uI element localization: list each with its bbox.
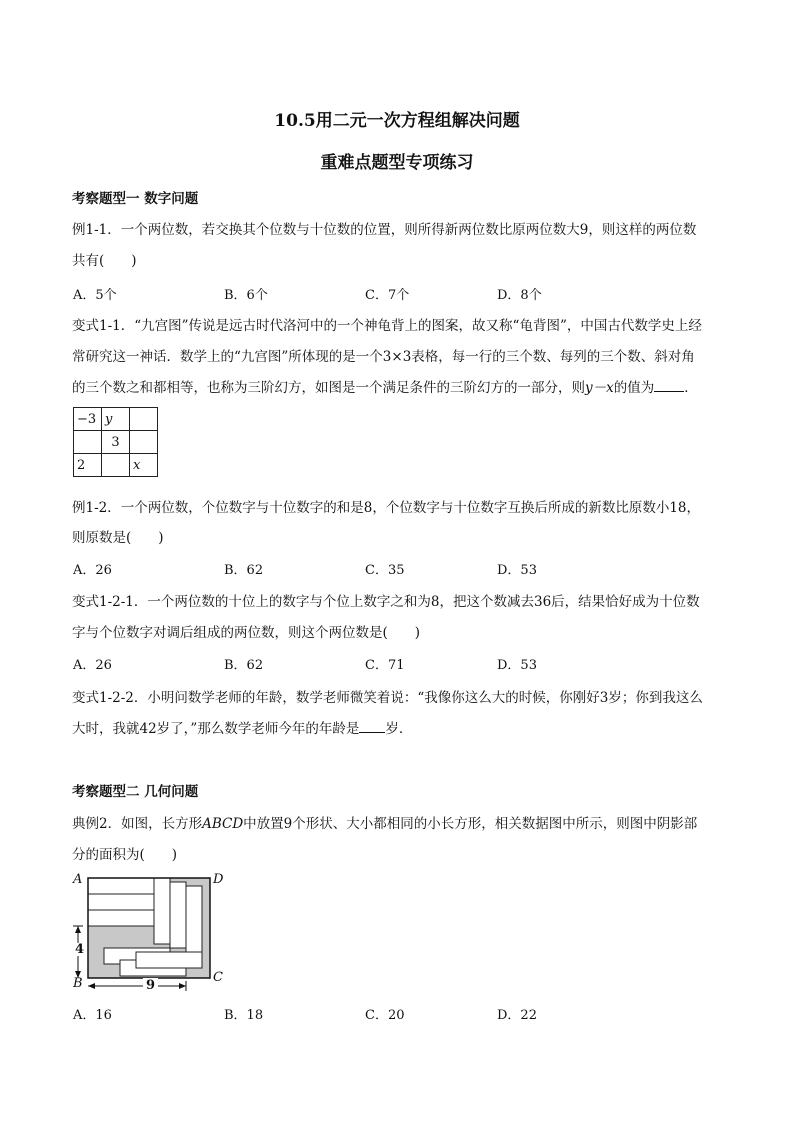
line3-end: ．	[684, 380, 698, 396]
vertex-label-d: D	[213, 872, 224, 887]
line2-suffix: 岁．	[385, 721, 413, 737]
vertex-label-b: B	[73, 976, 83, 991]
arrow-right-icon	[179, 983, 186, 989]
question-variant-1-1-line3	[72, 376, 698, 396]
question-variant-1-2-1-line1: 变式1-2-1．一个两位数的十位上的数字与个位上数字之和为8，把这个数减去36后，结果恰好成为十位数	[72, 594, 700, 610]
section-heading-geometry-problems: 考察题型二 几何问题	[72, 784, 199, 800]
question-2-line1	[72, 812, 697, 832]
choice-a: A．26	[73, 563, 112, 578]
line3-suffix: 的值为	[613, 380, 655, 396]
question-variant-1-2-2-line1: 变式1-2-2．小明问数学老师的年龄，数学老师微笑着说：“我像你这么大的时候，你刚好3岁；你到我这么	[72, 690, 703, 706]
vertex-label-a: A	[73, 872, 83, 887]
grid-cell: 3	[102, 431, 130, 454]
choice-b: B．18	[224, 1008, 264, 1023]
arrow-up-icon	[75, 926, 81, 933]
choice-a: A．26	[73, 658, 112, 673]
grid-cell	[130, 431, 158, 454]
question-1-1-line2: 共有( )	[72, 253, 137, 269]
grid-cell	[74, 431, 102, 454]
question-2-line2: 分的面积为( )	[72, 847, 178, 863]
question-variant-1-1-line2: 常研究这一神话．数学上的“九宫图”所体现的是一个3×3表格，每一行的三个数、每列的三个数、斜对角	[72, 349, 695, 365]
small-rectangle	[186, 886, 202, 952]
expression-y-minus-x: y－x	[585, 380, 614, 396]
choice-b: B．6个	[224, 288, 268, 303]
question-variant-1-2-2-line2	[72, 717, 412, 737]
small-rectangle	[88, 894, 154, 910]
answer-blank	[654, 379, 684, 392]
small-rectangle	[88, 910, 154, 926]
question-variant-1-2-1-line2: 字与个位数字对调后组成的两位数，则这个两位数是( )	[72, 625, 421, 641]
magic-square-grid	[73, 407, 158, 477]
small-rectangle	[154, 878, 170, 944]
small-rectangle	[136, 952, 202, 968]
question-1-2-line2: 则原数是( )	[72, 530, 164, 546]
choice-a: A．16	[73, 1008, 112, 1023]
choice-d: D．53	[497, 563, 537, 578]
choice-b: B．62	[224, 563, 264, 578]
section-heading-number-problems: 考察题型一 数字问题	[72, 191, 199, 207]
rectangle-name: ABCD	[202, 816, 244, 832]
choice-a: A．5个	[73, 288, 117, 303]
choice-d: D．53	[497, 658, 537, 673]
grid-cell: y	[102, 408, 130, 431]
width-label: 9	[143, 978, 158, 993]
choice-c: C．71	[365, 658, 405, 673]
small-rectangle	[170, 882, 186, 948]
choice-d: D．22	[497, 1008, 537, 1023]
height-label: 4	[75, 942, 85, 957]
arrow-left-icon	[88, 983, 95, 989]
choice-b: B．62	[224, 658, 264, 673]
rectangle-figure	[70, 870, 230, 995]
line3-prefix: 的三个数之和都相等，也称为三阶幻方，如图是一个满足条件的三阶幻方的一部分，则	[72, 380, 585, 396]
vertex-label-c: C	[213, 970, 223, 985]
question-1-1-line1: 例1-1．一个两位数，若交换其个位数与十位数的位置，则所得新两位数比原两位数大9，则这样的两位数	[72, 222, 697, 238]
grid-cell: 2	[74, 454, 102, 477]
page-subtitle: 重难点题型专项练习	[320, 153, 474, 173]
choice-d: D．8个	[497, 288, 542, 303]
answer-blank	[359, 720, 385, 733]
page-title: 10.5用二元一次方程组解决问题	[274, 111, 520, 131]
question-variant-1-1-line1: 变式1-1．“九宫图”传说是远古时代洛河中的一个神龟背上的图案，故又称“龟背图”，中国古代数学史上经	[72, 318, 702, 334]
line2-prefix: 大时，我就42岁了，”那么数学老师今年的年龄是	[72, 721, 360, 737]
choice-c: C．7个	[365, 288, 410, 303]
grid-cell	[102, 454, 130, 477]
line1-suffix: 中放置9个形状、大小都相同的小长方形，相关数据图中所示，则图中阴影部	[243, 816, 698, 832]
choice-c: C．35	[365, 563, 405, 578]
question-1-2-line1: 例1-2．一个两位数，个位数字与十位数字的和是8，个位数字与十位数字互换后所成的新数比原数小18，	[72, 500, 701, 516]
line1-prefix: 典例2．如图，长方形	[72, 816, 203, 832]
grid-cell: x	[130, 454, 158, 477]
grid-cell: −3	[74, 408, 102, 431]
grid-cell	[130, 408, 158, 431]
choice-c: C．20	[365, 1008, 405, 1023]
small-rectangle	[88, 878, 154, 894]
